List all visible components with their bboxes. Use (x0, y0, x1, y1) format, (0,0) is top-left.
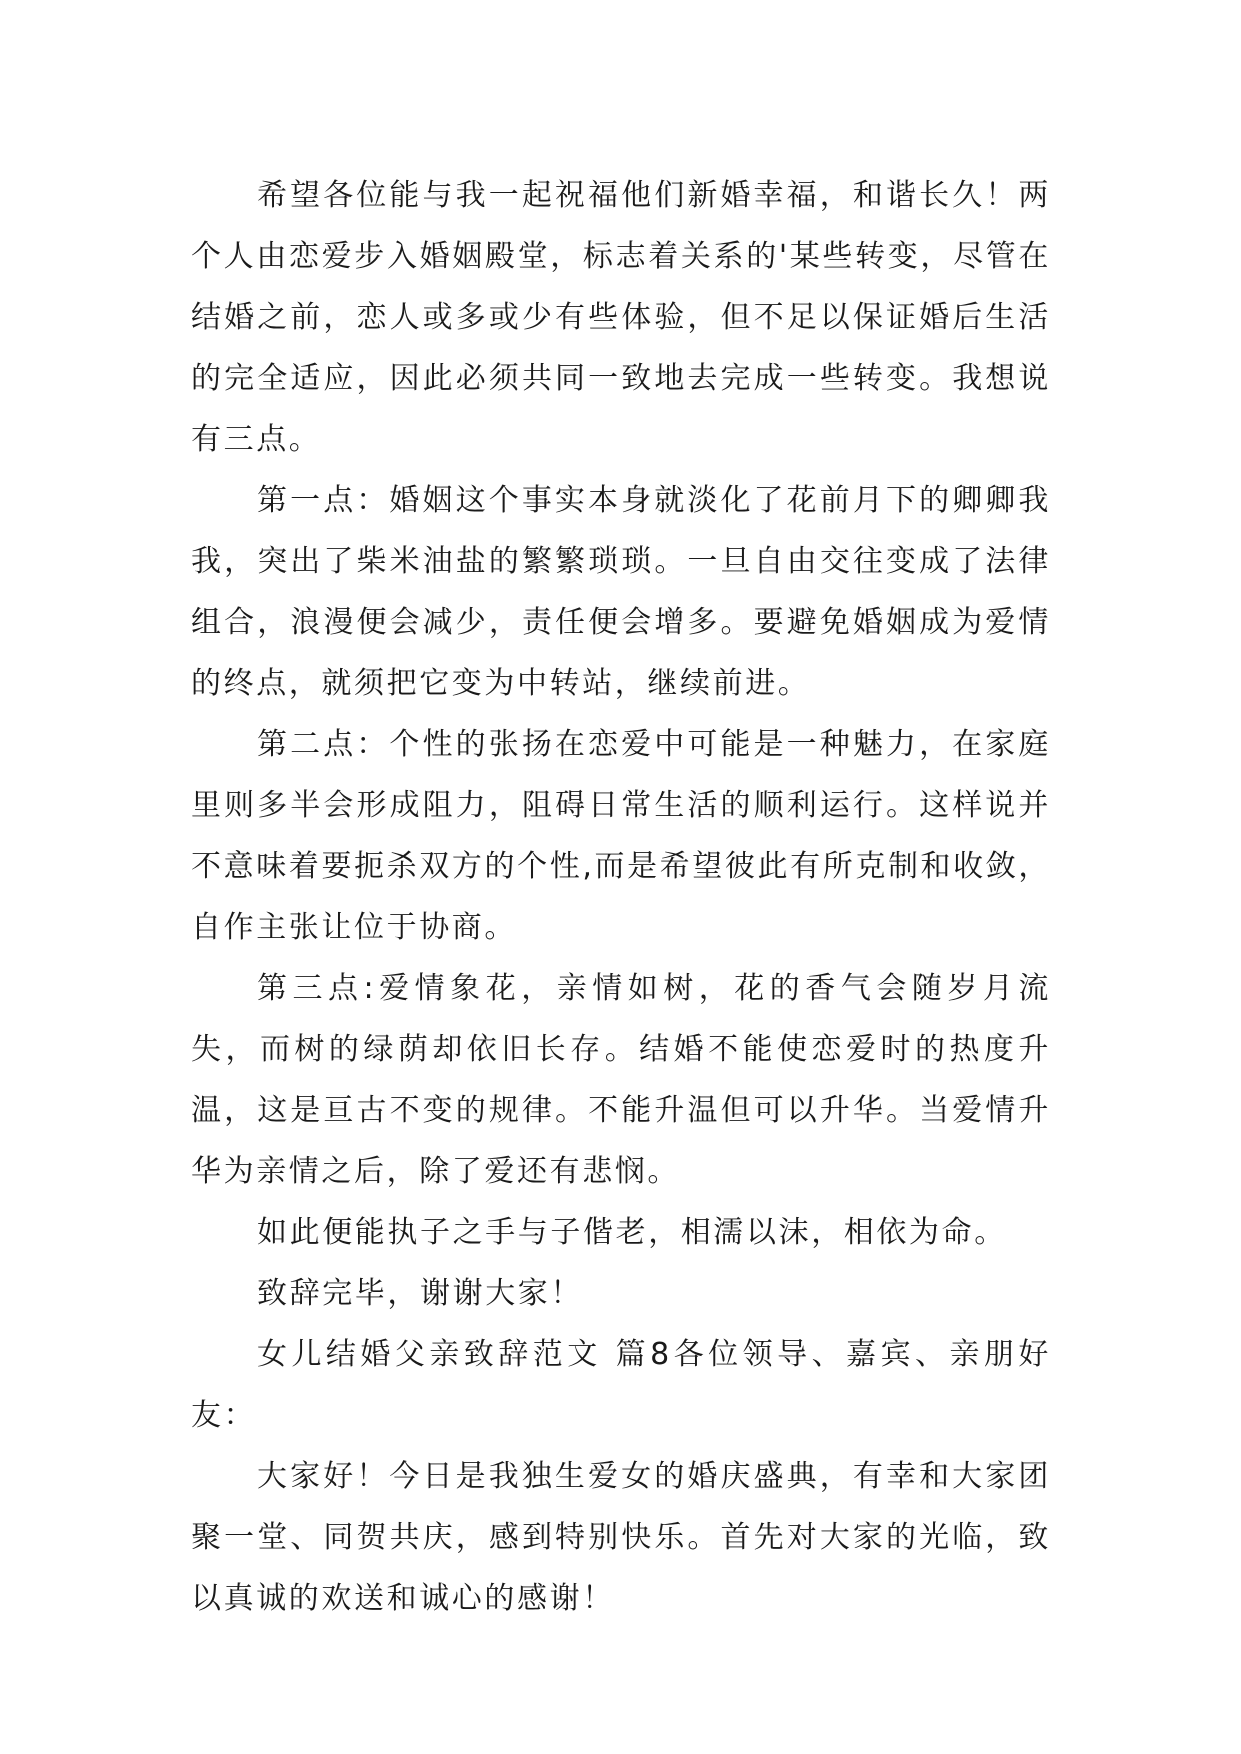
paragraph-closing: 致辞完毕，谢谢大家！ (257, 1276, 583, 1311)
paragraph-together: 如此便能执子之手与子偕老，相濡以沫，相依为命。 (257, 1215, 1007, 1250)
paragraph-greeting: 大家好！今日是我独生爱女的婚庆盛典，有幸和大家团聚一堂、同贺共庆，感到特别快乐。首先对大家的光临，致以真诚的欢送和诚心的感谢！ (191, 1459, 1051, 1616)
paragraph-point-three: 第三点:爱情象花，亲情如树，花的香气会随岁月流失，而树的绿荫却依旧长存。结婚不能使恋爱时的热度升温，这是亘古不变的规律。不能升温但可以升华。当爱情升华为亲情之后，除了爱还有悲悯。 (191, 971, 1051, 1189)
paragraph-blessing: 希望各位能与我一起祝福他们新婚幸福，和谐长久！两个人由恋爱步入婚姻殿堂，标志着关系的'某些转变，尽管在结婚之前，恋人或多或少有些体验，但不足以保证婚后生活的完全适应，因此必须共同一致地去完成一些转变。我想说有三点。 (191, 178, 1051, 457)
paragraph-point-two: 第二点：个性的张扬在恋爱中可能是一种魅力，在家庭里则多半会形成阻力，阻碍日常生活的顺利运行。这样说并不意味着要扼杀双方的个性,而是希望彼此有所克制和收敛，自作主张让位于协商。 (191, 727, 1051, 945)
document-body (191, 165, 1051, 1629)
section-heading-8: 女儿结婚父亲致辞范文 篇8各位领导、嘉宾、亲朋好友： (191, 1337, 1051, 1433)
paragraph-point-one: 第一点：婚姻这个事实本身就淡化了花前月下的卿卿我我，突出了柴米油盐的繁繁琐琐。一旦自由交往变成了法律组合，浪漫便会减少，责任便会增多。要避免婚姻成为爱情的终点，就须把它变为中转站，继续前进。 (191, 483, 1051, 701)
